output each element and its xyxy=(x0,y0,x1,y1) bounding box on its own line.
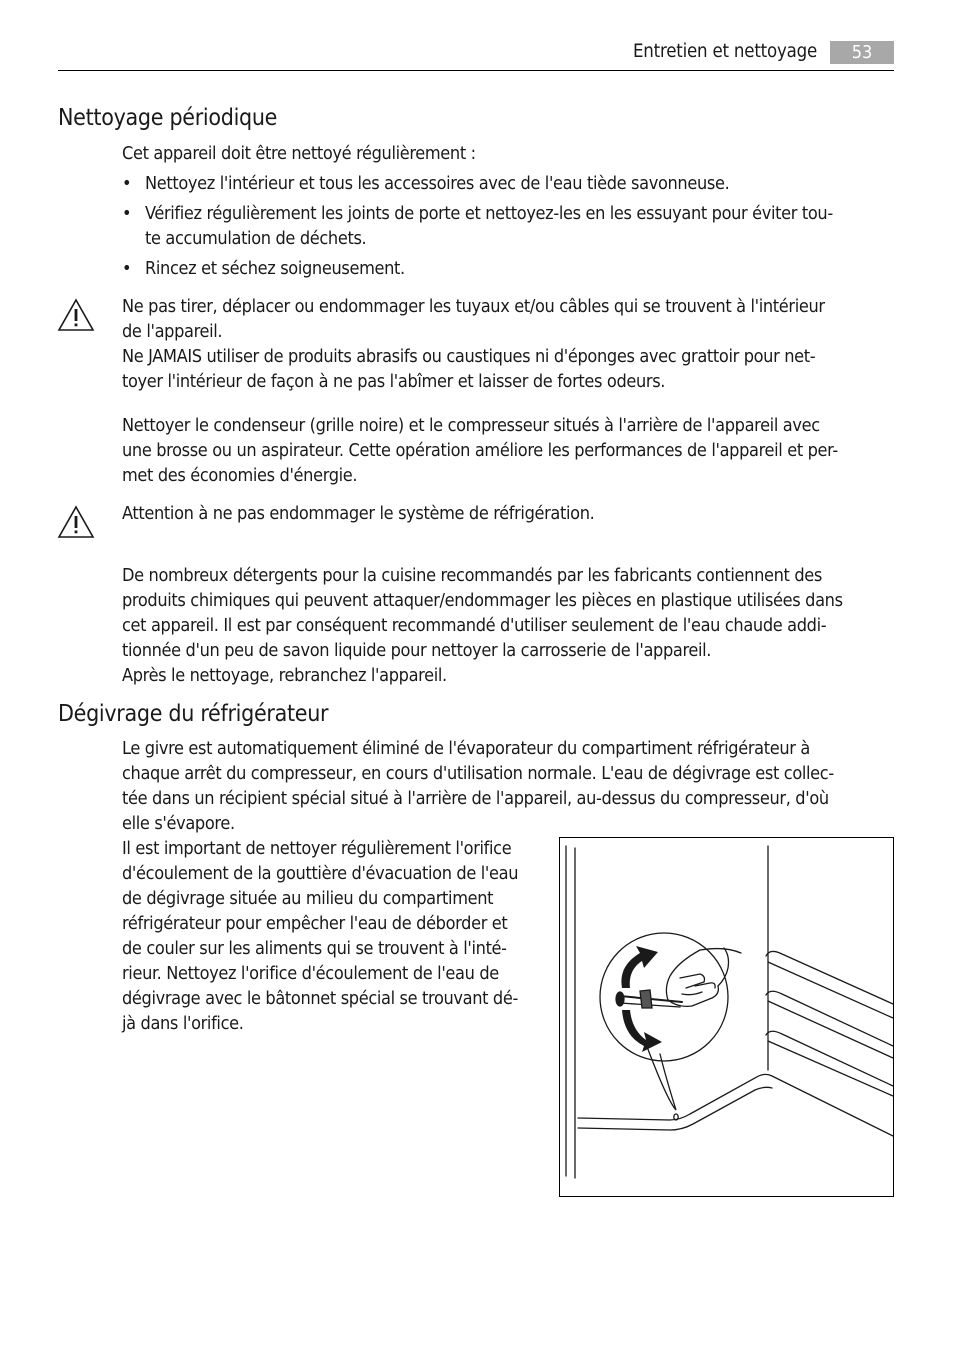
paragraph-line: elle s'évapore. xyxy=(122,813,235,834)
paragraph-line: cet appareil. Il est par conséquent recommandé d'utiliser seulement de l'eau chaude addi- xyxy=(122,615,827,636)
bullet-text: Rincez et séchez soigneusement. xyxy=(145,258,405,279)
warning-text: Ne pas tirer, déplacer ou endommager les tuyaux et/ou câbles qui se trouvent à l'intérieur xyxy=(122,296,825,317)
warning-triangle-icon xyxy=(57,298,95,332)
paragraph-line: Nettoyer le condenseur (grille noire) et le compresseur situés à l'arrière de l'appareil avec xyxy=(122,415,820,436)
paragraph-line: dégivrage avec le bâtonnet spécial se trouvant dé- xyxy=(122,988,518,1009)
section-heading-defrost: Dégivrage du réfrigérateur xyxy=(58,701,329,727)
paragraph-line: une brosse ou un aspirateur. Cette opération améliore les performances de l'appareil et per- xyxy=(122,440,838,461)
bullet-marker: • xyxy=(122,203,132,224)
running-header-title: Entretien et nettoyage xyxy=(632,41,817,62)
header-rule xyxy=(58,70,894,71)
paragraph-line: Après le nettoyage, rebranchez l'appareil. xyxy=(122,665,447,686)
paragraph-line: jà dans l'orifice. xyxy=(122,1013,244,1034)
paragraph-line: tionnée d'un peu de savon liquide pour nettoyer la carrosserie de l'appareil. xyxy=(122,640,712,661)
defrost-drain-illustration xyxy=(559,837,894,1197)
paragraph-line: de dégivrage située au milieu du compartiment xyxy=(122,888,494,909)
paragraph-line: Il est important de nettoyer régulièrement l'orifice xyxy=(122,838,512,859)
paragraph-line: réfrigérateur pour empêcher l'eau de déborder et xyxy=(122,913,508,934)
paragraph-line: produits chimiques qui peuvent attaquer/endommager les pièces en plastique utilisées dans xyxy=(122,590,843,611)
warning-text: toyer l'intérieur de façon à ne pas l'abîmer et laisser de fortes odeurs. xyxy=(122,371,666,392)
warning-text: Attention à ne pas endommager le système de réfrigération. xyxy=(122,503,595,524)
bullet-marker: • xyxy=(122,258,132,279)
bullet-text: te accumulation de déchets. xyxy=(145,228,367,249)
warning-triangle-icon xyxy=(57,505,95,539)
paragraph-line: chaque arrêt du compresseur, en cours d'utilisation normale. L'eau de dégivrage est collec- xyxy=(122,763,834,784)
section-heading-cleaning: Nettoyage périodique xyxy=(58,105,278,131)
warning-text: de l'appareil. xyxy=(122,321,223,342)
paragraph-line: De nombreux détergents pour la cuisine recommandés par les fabricants contiennent des xyxy=(122,565,822,586)
paragraph-line: Le givre est automatiquement éliminé de l'évaporateur du compartiment réfrigérateur à xyxy=(122,738,810,759)
paragraph-line: de couler sur les aliments qui se trouvent à l'inté- xyxy=(122,938,507,959)
cleaning-intro: Cet appareil doit être nettoyé régulièrement : xyxy=(122,143,476,164)
page-number: 53 xyxy=(830,41,894,64)
paragraph-line: rieur. Nettoyez l'orifice d'écoulement de l'eau de xyxy=(122,963,499,984)
warning-text: Ne JAMAIS utiliser de produits abrasifs ou caustiques ni d'éponges avec grattoir pour net- xyxy=(122,346,816,367)
bullet-text: Vérifiez régulièrement les joints de porte et nettoyez-les en les essuyant pour éviter tou- xyxy=(145,203,833,224)
paragraph-line: d'écoulement de la gouttière d'évacuation de l'eau xyxy=(122,863,519,884)
paragraph-line: tée dans un récipient spécial situé à l'arrière de l'appareil, au-dessus du compresseur, d'où xyxy=(122,788,829,809)
paragraph-line: met des économies d'énergie. xyxy=(122,465,358,486)
bullet-text: Nettoyez l'intérieur et tous les accessoires avec de l'eau tiède savonneuse. xyxy=(145,173,730,194)
fridge-interior-drawing xyxy=(560,838,893,1196)
bullet-marker: • xyxy=(122,173,132,194)
